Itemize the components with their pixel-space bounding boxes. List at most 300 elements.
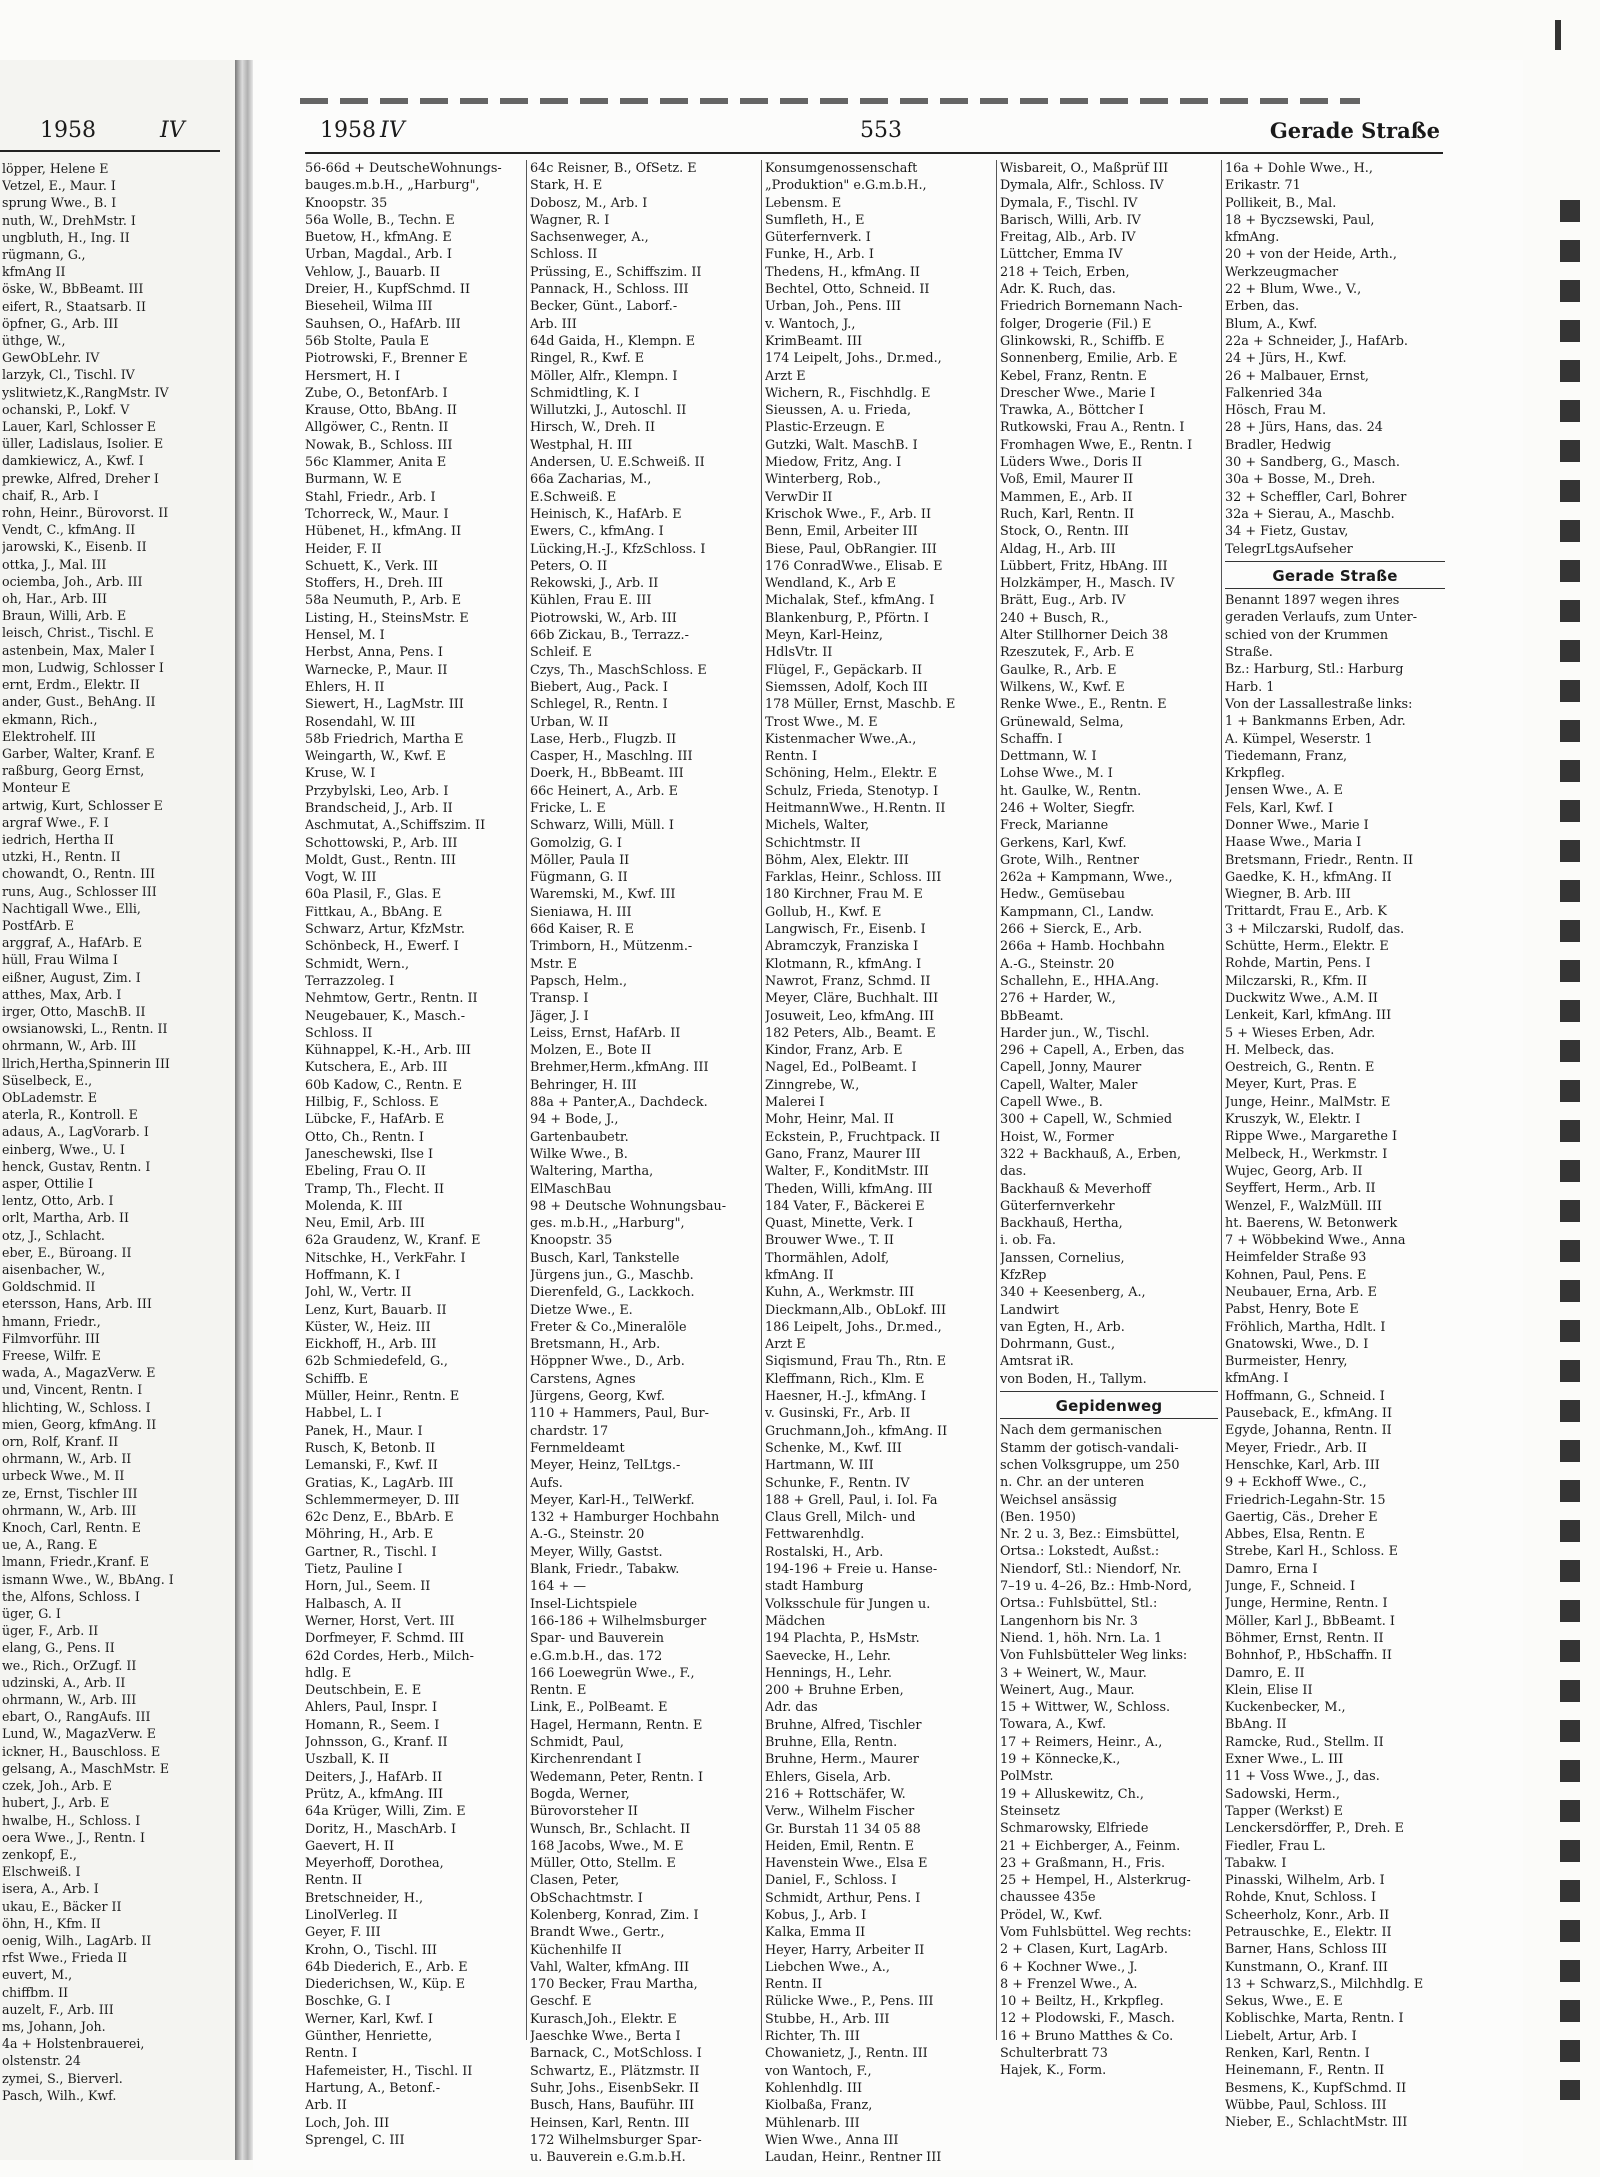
directory-entry: Vendt, C., kfmAng. II	[2, 522, 136, 538]
directory-entry: Renken, Karl, Rentn. I	[1225, 2046, 1370, 2062]
directory-entry: Burmeister, Henry,	[1225, 1354, 1348, 1370]
directory-entry: Winterberg, Rob.,	[765, 472, 881, 488]
directory-entry: Gerkens, Karl, Kwf.	[1000, 835, 1127, 851]
directory-entry: 58a Neumuth, P., Arb. E	[305, 593, 462, 609]
directory-entry: gelsang, A., MaschMstr. E	[2, 1760, 170, 1776]
directory-entry: Sieussen, A. u. Frieda,	[765, 403, 912, 419]
directory-entry: Werkzeugmacher	[1225, 264, 1339, 280]
directory-entry: Bruhne, Ella, Rentn.	[765, 1735, 898, 1751]
directory-entry: Hafemeister, H., Tischl. II	[305, 2063, 473, 2079]
directory-entry: Kobus, J., Arb. I	[765, 1907, 867, 1923]
directory-entry: 66b Zickau, B., Terrazz.-	[530, 628, 689, 644]
directory-entry: Möller, Karl J., BbBeamt. I	[1225, 1613, 1395, 1629]
directory-entry: Janeschewski, Ilse I	[305, 1146, 434, 1162]
directory-entry: Doritz, H., MaschArb. I	[305, 1821, 457, 1837]
directory-entry: Kohlenhdlg. III	[765, 2080, 863, 2096]
directory-entry: Garber, Walter, Kranf. E	[2, 745, 155, 761]
directory-entry: einberg, Wwe., U. I	[2, 1141, 125, 1157]
directory-entry: Von der Lassallestraße links:	[1225, 696, 1413, 712]
directory-entry: Peters, O. II	[530, 558, 608, 574]
directory-entry: Koblischke, Marta, Rentn. I	[1225, 2011, 1404, 2027]
directory-entry: Stamm der gotisch-vandali-	[1000, 1440, 1179, 1456]
directory-entry: Wübbe, Paul, Schloss. III	[1225, 2097, 1387, 2113]
section-rule	[1225, 561, 1445, 562]
directory-entry: Gnatowski, Wwe., D. I	[1225, 1336, 1369, 1352]
directory-entry: A.-G., Steinstr. 20	[530, 1527, 645, 1543]
directory-entry: Lohse Wwe., M. I	[1000, 766, 1113, 782]
directory-entry: Heinsen, Karl, Rentn. III	[530, 2115, 690, 2131]
directory-entry: Henschke, Karl, Arb. III	[1225, 1457, 1380, 1473]
directory-entry: Freese, Wilfr. E	[2, 1348, 101, 1364]
directory-entry: 8 + Frenzel Wwe., A.	[1000, 1976, 1138, 1992]
directory-entry: Neugebauer, K., Masch.-	[305, 1008, 466, 1024]
directory-entry: Pasch, Wilh., Kwf.	[2, 2087, 117, 2103]
directory-entry: Krohn, O., Tischl. III	[305, 1942, 437, 1958]
directory-entry: czek, Joh., Arb. E	[2, 1778, 112, 1794]
directory-entry: Hennings, H., Lehr.	[765, 1665, 892, 1681]
column-5-entries	[1225, 160, 1445, 558]
directory-entry: ebart, O., RangAufs. III	[2, 1709, 151, 1725]
directory-entry: Barisch, Willi, Arb. IV	[1000, 212, 1141, 228]
directory-entry: 22 + Blum, Wwe., V.,	[1225, 282, 1362, 298]
directory-entry: runs, Aug., Schlosser III	[2, 883, 157, 899]
directory-entry: Barnack, C., MotSchloss. I	[530, 2046, 702, 2062]
directory-entry: Scheerholz, Konr., Arb. II	[1225, 1907, 1390, 1923]
directory-entry: 12 + Plodowski, F., Masch.	[1000, 2011, 1175, 2027]
directory-entry: Junge, Heinr., MalMstr. E	[1225, 1094, 1391, 1110]
directory-entry: 184 Vater, F., Bäckerei E	[765, 1198, 925, 1214]
directory-entry: ohrmann, W., Arb. II	[2, 1451, 132, 1467]
directory-entry: 170 Becker, Frau Martha,	[530, 1977, 698, 1993]
directory-entry: Siqismund, Frau Th., Rtn. E	[765, 1354, 947, 1370]
directory-entry: Schwarz, Artur, KfzMstr.	[305, 922, 465, 938]
directory-entry: schen Volksgruppe, um 250	[1000, 1457, 1180, 1473]
directory-entry: Fels, Karl, Kwf. I	[1225, 800, 1334, 816]
directory-entry: Bretschneider, H.,	[305, 1890, 424, 1906]
directory-entry: Meyer, Friedr., Arb. II	[1225, 1440, 1367, 1456]
directory-entry: Böhm, Alex, Elektr. III	[765, 852, 909, 868]
directory-entry: Meyn, Karl-Heinz,	[765, 628, 883, 644]
directory-entry: raßburg, Georg Ernst,	[2, 763, 145, 779]
directory-entry: Fittkau, A., BbAng. E	[305, 904, 443, 920]
directory-entry: Hoffmann, G., Schneid. I	[1225, 1388, 1385, 1404]
directory-entry: Egyde, Johanna, Rentn. II	[1225, 1423, 1392, 1439]
directory-entry: Becker, Günt., Laborf.-	[530, 299, 678, 315]
directory-entry: chaif, R., Arb. I	[2, 487, 99, 503]
directory-entry: PostfArb. E	[2, 917, 75, 933]
directory-entry: Stubbe, H., Arb. III	[765, 2011, 890, 2027]
directory-entry: Schmarowsky, Elfriede	[1000, 1821, 1149, 1837]
directory-entry: Kirchenrendant I	[530, 1752, 642, 1768]
directory-entry: von Wantoch, F.,	[765, 2063, 872, 2079]
directory-entry: 176 ConradWwe., Elisab. E	[765, 558, 943, 574]
directory-entry: Fröhlich, Martha, Hdlt. I	[1225, 1319, 1386, 1335]
directory-entry: von Boden, H., Tallym.	[1000, 1371, 1147, 1387]
directory-entry: Höppner Wwe., D., Arb.	[530, 1354, 685, 1370]
directory-entry: 262a + Kampmann, Wwe.,	[1000, 870, 1173, 886]
directory-entry: n. Chr. an der unteren	[1000, 1475, 1145, 1491]
directory-entry: Lübbert, Fritz, HbAng. III	[1000, 558, 1168, 574]
directory-entry: Wilke Wwe., B.	[530, 1146, 628, 1162]
directory-entry: Müller, Heinr., Rentn. E	[305, 1389, 460, 1405]
directory-entry: Farklas, Heinr., Schloss. III	[765, 870, 942, 886]
directory-entry: Landwirt	[1000, 1302, 1059, 1318]
directory-entry: hwalbe, H., Schloss. I	[2, 1812, 141, 1828]
directory-entry: Elektrohelf. III	[2, 728, 96, 744]
directory-entry: Kolenberg, Konrad, Zim. I	[530, 1907, 699, 1923]
directory-entry: Hoffmann, K. I	[305, 1268, 401, 1283]
directory-entry: Zinngrebe, W.,	[765, 1077, 860, 1093]
directory-entry: irger, Otto, MaschB. II	[2, 1003, 146, 1019]
directory-entry: Pinasski, Wilhelm, Arb. I	[1225, 1873, 1385, 1889]
directory-entry: Dorfmeyer, F. Schmd. III	[305, 1631, 464, 1647]
directory-entry: Schloss. II	[530, 247, 598, 263]
directory-entry: Werner, Karl, Kwf. I	[305, 2011, 433, 2027]
directory-entry: üller, Ladislaus, Isolier. E	[2, 436, 164, 452]
directory-entry: astenbein, Max, Maler I	[2, 642, 155, 658]
directory-entry: mon, Ludwig, Schlosser I	[2, 659, 164, 675]
directory-entry: 94 + Bode, J.,	[530, 1112, 619, 1128]
directory-entry: 30a + Bosse, M., Dreh.	[1225, 472, 1376, 488]
directory-entry: Loch, Joh. III	[305, 2115, 390, 2131]
directory-entry: we., Rich., OrZugf. II	[2, 1657, 137, 1673]
directory-entry: Lund, W., MagazVerw. E	[2, 1726, 156, 1742]
directory-entry: Saevecke, H., Lehr.	[765, 1648, 891, 1664]
directory-entry: bauges.m.b.H., „Harburg",	[305, 178, 480, 194]
directory-entry: Arzt E	[765, 368, 806, 384]
directory-entry: Wilkens, W., Kwf. E	[1000, 679, 1125, 695]
directory-entry: Andersen, U. E.Schweiß. II	[530, 455, 705, 471]
directory-entry: Schulz, Frieda, Stenotyp. I	[765, 783, 939, 799]
directory-entry: Schmidt, Paul,	[530, 1735, 624, 1751]
directory-entry: 188 + Grell, Paul, i. Iol. Fa	[765, 1492, 938, 1508]
directory-entry: ekmann, Rich.,	[2, 711, 98, 727]
directory-entry: Kunstmann, O., Kranf. III	[1225, 1959, 1388, 1975]
directory-entry: Heider, F. II	[305, 541, 382, 557]
directory-entry: Allgöwer, C., Rentn. II	[305, 420, 449, 436]
directory-entry: 6 + Kochner Wwe., J.	[1000, 1959, 1138, 1975]
directory-entry: Lücking,H.-J., KfzSchloss. I	[530, 541, 706, 557]
directory-entry: BbAng. II	[1225, 1717, 1287, 1733]
directory-entry: arggraf, A., HafArb. E	[2, 935, 143, 951]
directory-entry: Besmens, K., KupfSchmd. II	[1225, 2080, 1407, 2096]
directory-entry: elang, G., Pens. II	[2, 1640, 115, 1656]
directory-entry: euvert, M.,	[2, 1967, 73, 1983]
directory-entry: Haase Wwe., Maria I	[1225, 835, 1362, 851]
directory-entry: Strebe, Karl H., Schloss. E	[1225, 1544, 1398, 1560]
directory-entry: lentz, Otto, Arb. I	[2, 1193, 114, 1209]
directory-entry: oenig, Wilh., LagArb. II	[2, 1932, 152, 1948]
directory-entry: Drescher Wwe., Marie I	[1000, 385, 1156, 401]
directory-entry: 64a Krüger, Willi, Zim. E	[305, 1804, 466, 1820]
directory-entry: hüll, Frau Wilma I	[2, 952, 118, 968]
directory-entry: Warnecke, P., Maur. II	[305, 662, 448, 678]
directory-entry: ms, Johann, Joh.	[2, 2018, 106, 2034]
directory-entry: Langwisch, Fr., Eisenb. I	[765, 922, 926, 938]
directory-entry: Havenstein Wwe., Elsa E	[765, 1856, 928, 1872]
directory-entry: nuth, W., DrehMstr. I	[2, 212, 136, 228]
directory-entry: Mühlenarb. III	[765, 2115, 860, 2131]
directory-entry: Gartner, R., Tischl. I	[305, 1544, 437, 1560]
directory-entry: 296 + Capell, A., Erben, das	[1000, 1043, 1185, 1059]
directory-entry: Rostalski, H., Arb.	[765, 1544, 884, 1560]
directory-entry: kfmAng. I	[1225, 1371, 1289, 1387]
directory-entry: 182 Peters, Alb., Beamt. E	[765, 1025, 936, 1041]
directory-entry: Link, E., PolBeamt. E	[530, 1700, 668, 1716]
directory-entry: the, Alfons, Schloss. I	[2, 1588, 140, 1604]
directory-entry: ue, A., Rang. E	[2, 1537, 98, 1553]
directory-entry: Kurasch,Joh., Elektr. E	[530, 2011, 677, 2027]
section-rule	[1000, 1391, 1218, 1392]
directory-entry: Rutkowski, Frau A., Rentn. I	[1000, 420, 1185, 436]
directory-entry: Erikastr. 71	[1225, 178, 1301, 194]
directory-entry: Ortsa.: Lokstedt, Außst.:	[1000, 1544, 1160, 1560]
directory-entry: ernt, Erdm., Elektr. II	[2, 677, 140, 693]
directory-entry: Schmidt, Arthur, Pens. I	[765, 1890, 921, 1906]
header-rule	[305, 152, 1443, 154]
directory-entry: Biebert, Aug., Pack. I	[530, 679, 668, 695]
directory-entry: Piotrowski, F., Brenner E	[305, 351, 468, 367]
directory-entry: Rentn. I	[765, 749, 818, 765]
directory-entry: Rosendahl, W. III	[305, 714, 416, 730]
directory-entry: Claus Grell, Milch- und	[765, 1510, 916, 1526]
directory-entry: Heiden, Emil, Rentn. E	[765, 1838, 915, 1854]
directory-entry: Adr. das	[765, 1700, 818, 1716]
directory-entry: Boschke, G. I	[305, 1994, 391, 2010]
directory-entry: Rohde, Knut, Schloss. I	[1225, 1890, 1377, 1906]
directory-entry: Prüssing, E., Schiffszim. II	[530, 264, 702, 280]
directory-entry: v. Wantoch, J.,	[765, 316, 856, 332]
directory-entry: Gaevert, H. II	[305, 1838, 395, 1854]
directory-entry: Molzen, E., Bote II	[530, 1043, 652, 1059]
directory-entry: Kohnen, Paul, Pens. E	[1225, 1267, 1367, 1283]
directory-entry: Rohde, Martin, Pens. I	[1225, 956, 1371, 972]
directory-entry: Volksschule für Jungen u.	[765, 1596, 931, 1612]
directory-entry: ickner, H., Bauschloss. E	[2, 1743, 161, 1759]
directory-entry: Dreier, H., KupfSchmd. II	[305, 282, 471, 298]
directory-entry: Bz.: Harburg, Stl.: Harburg	[1225, 662, 1404, 678]
directory-entry: KrimBeamt. III	[765, 333, 863, 349]
directory-entry: otz, J., Schlacht.	[2, 1227, 105, 1243]
directory-entry: Trost Wwe., M. E	[765, 714, 878, 730]
directory-entry: Kistenmacher Wwe.,A.,	[765, 731, 917, 747]
directory-entry: Lüttcher, Emma IV	[1000, 247, 1123, 263]
directory-entry: 2 + Clasen, Kurt, LagArb.	[1000, 1942, 1168, 1958]
directory-entry: Donner Wwe., Marie I	[1225, 817, 1369, 833]
directory-entry: Nr. 2 u. 3, Bez.: Eimsbüttel,	[1000, 1527, 1180, 1543]
directory-entry: ges. m.b.H., „Harburg",	[530, 1216, 685, 1232]
directory-entry: v. Gusinski, Fr., Arb. II	[765, 1406, 911, 1422]
directory-entry: Clasen, Peter,	[530, 1873, 620, 1889]
directory-entry: Urban, W. II	[530, 714, 609, 730]
directory-entry: Wunsch, Br., Schlacht. II	[530, 1821, 691, 1837]
directory-entry: Lebensm. E	[765, 195, 842, 211]
directory-entry: Rzeszutek, F., Arb. E	[1000, 645, 1135, 661]
directory-entry: Kutschera, E., Arb. III	[305, 1060, 448, 1076]
directory-entry: mien, Georg, kfmAng. II	[2, 1416, 157, 1432]
directory-entry: Sieniawa, H. III	[530, 904, 632, 920]
directory-entry: Erben, das.	[1225, 299, 1300, 315]
directory-entry: Freter & Co.,Mineralöle	[530, 1319, 687, 1335]
directory-entry: Rusch, K, Betonb. II	[305, 1440, 436, 1456]
directory-entry: Wenzel, F., WalzMüll. III	[1225, 1198, 1382, 1214]
directory-entry: Homann, R., Seem. I	[305, 1717, 440, 1733]
directory-entry: Diederichsen, W., Küp. E	[305, 1977, 466, 1993]
directory-entry: ukau, E., Bäcker II	[2, 1898, 122, 1914]
directory-entry: Meyerhoff, Dorothea,	[305, 1856, 444, 1872]
directory-entry: Rentn. E	[530, 1683, 587, 1699]
directory-entry: Kampmann, Cl., Landw.	[1000, 904, 1155, 920]
directory-entry: isera, A., Arb. I	[2, 1881, 99, 1897]
directory-entry: 60a Plasil, F., Glas. E	[305, 887, 442, 903]
directory-entry: Arb. III	[530, 316, 577, 332]
directory-entry: Backhauß & Meverhoff	[1000, 1181, 1151, 1197]
directory-entry: u. Bauverein e.G.m.b.H.	[530, 2150, 686, 2166]
directory-entry: Papsch, Helm.,	[530, 973, 628, 989]
directory-entry: Nagel, Ed., PolBeamt. I	[765, 1060, 917, 1076]
directory-entry: Walter, F., KonditMstr. III	[765, 1164, 929, 1180]
directory-entry: Elschweiß. I	[2, 1864, 81, 1880]
directory-entry: hdlg. E	[305, 1665, 352, 1681]
directory-entry: Tchorreck, W., Maur. I	[305, 506, 449, 522]
directory-entry: Jäger, J. I	[530, 1008, 589, 1024]
directory-entry: Monteur E	[2, 780, 71, 796]
directory-entry: Dymala, F., Tischl. IV	[1000, 195, 1138, 211]
directory-entry: Langenhorn bis Nr. 3	[1000, 1613, 1138, 1629]
directory-entry: Burmann, W. E	[305, 472, 402, 488]
directory-entry: Wagner, R. I	[530, 212, 610, 228]
directory-entry: Knoch, Carl, Rentn. E	[2, 1520, 141, 1536]
directory-entry: (Ben. 1950)	[1000, 1509, 1076, 1525]
directory-entry: E.Schweiß. E	[530, 489, 617, 505]
directory-entry: kfmAng. II	[765, 1268, 834, 1283]
directory-entry: Schichtmstr. II	[765, 835, 861, 851]
directory-entry: iedrich, Hertha II	[2, 831, 114, 847]
directory-entry: 1 + Bankmanns Erben, Adr.	[1225, 714, 1406, 730]
directory-entry: Rippe Wwe., Margarethe I	[1225, 1129, 1398, 1145]
directory-entry: Johl, W., Vertr. II	[305, 1285, 412, 1301]
directory-entry: 32 + Scheffler, Carl, Bohrer	[1225, 489, 1407, 505]
directory-entry: Stoffers, H., Dreh. III	[305, 576, 443, 592]
page-year: 1958	[320, 118, 376, 143]
directory-entry: Sachsenweger, A.,	[530, 230, 649, 246]
directory-entry: Gutzki, Walt. MaschB. I	[765, 437, 918, 453]
directory-entry: Wisbareit, O., Maßprüf III	[1000, 161, 1169, 176]
directory-entry: Suhr, Johs., EisenbSekr. II	[530, 2080, 700, 2096]
directory-entry: Filmvorführ. III	[2, 1330, 100, 1346]
directory-entry: Lenkeit, Karl, kfmAng. III	[1225, 1008, 1392, 1024]
directory-entry: Funke, H., Arb. I	[765, 247, 874, 263]
directory-entry: auzelt, F., Arb. III	[2, 2001, 114, 2017]
directory-column-3	[765, 160, 993, 2166]
directory-entry: Blum, A., Kwf.	[1225, 316, 1318, 332]
directory-entry: damkiewicz, A., Kwf. I	[2, 453, 144, 469]
directory-entry: Güterfernverkehr	[1000, 1198, 1115, 1214]
directory-entry: olstenstr. 24	[2, 2053, 81, 2069]
directory-entry: 322 + Backhauß, A., Erben,	[1000, 1146, 1182, 1162]
directory-entry: Eickhoff, H., Arb. III	[305, 1337, 437, 1353]
directory-entry: Busch, Karl, Tankstelle	[530, 1250, 680, 1266]
directory-entry: Verw., Wilhelm Fischer	[765, 1804, 915, 1820]
directory-entry: 174 Leipelt, Johs., Dr.med.,	[765, 351, 942, 367]
directory-entry: Wedemann, Peter, Rentn. I	[530, 1769, 704, 1785]
directory-entry: Gano, Franz, Maurer III	[765, 1146, 921, 1162]
directory-entry: hlichting, W., Schloss. I	[2, 1399, 151, 1415]
directory-entry: Kleffmann, Rich., Klm. E	[765, 1371, 925, 1387]
directory-entry: Tietz, Pauline I	[305, 1562, 403, 1578]
directory-entry: ungbluth, H., Ing. II	[2, 229, 130, 245]
directory-entry: chowandt, O., Rentn. III	[2, 866, 156, 882]
directory-entry: ObSchachtmstr. I	[530, 1890, 643, 1906]
directory-entry: Towara, A., Kwf.	[1000, 1717, 1107, 1733]
directory-entry: öhn, H., Kfm. II	[2, 1915, 101, 1931]
directory-entry: Bieseheil, Wilma III	[305, 299, 433, 315]
directory-entry: Hösch, Frau M.	[1225, 403, 1327, 419]
directory-entry: Rekowski, J., Arb. II	[530, 576, 659, 592]
directory-entry: Bechtel, Otto, Schneid. II	[765, 282, 930, 298]
directory-entry: 25 + Hempel, H., Alsterkrug-	[1000, 1873, 1191, 1889]
directory-entry: hubert, J., Arb. E	[2, 1795, 110, 1811]
directory-entry: Blank, Friedr., Tabakw.	[530, 1562, 680, 1578]
directory-entry: Quast, Minette, Verk. I	[765, 1216, 913, 1232]
directory-entry: Czys, Th., MaschSchloss. E	[530, 662, 707, 678]
directory-entry: und, Vincent, Rentn. I	[2, 1382, 143, 1398]
directory-entry: chiffbm. II	[2, 1984, 69, 2000]
directory-entry: Niend. 1, höh. Nrn. La. 1	[1000, 1630, 1163, 1646]
directory-entry: Willutzki, J., Autoschl. II	[530, 403, 687, 419]
directory-entry: Klotmann, R., kfmAng. I	[765, 956, 922, 972]
directory-entry: Stark, H. E	[530, 178, 603, 194]
directory-entry: Güterfernverk. I	[765, 230, 871, 246]
directory-entry: Theden, Willi, kfmAng. III	[765, 1181, 933, 1197]
directory-entry: 3 + Weinert, W., Maur.	[1000, 1665, 1147, 1681]
directory-entry: kfmAng II	[2, 264, 66, 280]
directory-entry: hmann, Friedr.,	[2, 1313, 101, 1329]
directory-entry: Buetow, H., kfmAng. E	[305, 230, 452, 246]
directory-entry: HeitmannWwe., H.Rentn. II	[765, 800, 946, 816]
directory-entry: Ramcke, Rud., Stellm. II	[1225, 1734, 1384, 1750]
directory-entry: Nawrot, Franz, Schmd. II	[765, 973, 931, 989]
directory-entry: Pauseback, E., kfmAng. II	[1225, 1406, 1393, 1422]
directory-entry: chardstr. 17	[530, 1423, 609, 1439]
directory-entry: 16 + Bruno Matthes & Co.	[1000, 2028, 1174, 2044]
directory-entry: Halbasch, A. II	[305, 1596, 402, 1612]
directory-entry: Jaeschke Wwe., Berta I	[530, 2029, 681, 2045]
directory-entry: 7 + Wöbbekind Wwe., Anna	[1225, 1233, 1406, 1249]
directory-entry: Hoist, W., Former	[1000, 1129, 1114, 1145]
directory-entry: Schleif. E	[530, 645, 592, 661]
directory-entry: 340 + Keesenberg, A.,	[1000, 1285, 1146, 1301]
directory-entry: oh, Har., Arb. III	[2, 591, 107, 607]
directory-entry: Westphal, H. III	[530, 437, 633, 453]
directory-entry: Schönbeck, H., Ewerf. I	[305, 939, 459, 955]
directory-entry: Hensel, M. I	[305, 628, 385, 644]
directory-entry: Ebeling, Frau O. II	[305, 1164, 426, 1180]
directory-entry: Günther, Henriette,	[305, 2029, 433, 2045]
directory-entry: 32a + Sierau, A., Maschb.	[1225, 506, 1395, 522]
directory-entry: 110 + Hammers, Paul, Bur-	[530, 1406, 709, 1422]
directory-entry: Gaedke, K. H., kfmAng. II	[1225, 869, 1392, 885]
directory-entry: Kruse, W. I	[305, 766, 376, 782]
directory-entry: ottka, J., Mal. III	[2, 556, 107, 572]
directory-entry: Pollikeit, B., Mal.	[1225, 195, 1337, 211]
directory-entry: 246 + Wolter, Siegfr.	[1000, 800, 1136, 816]
directory-entry: oera Wwe., J., Rentn. I	[2, 1829, 146, 1845]
directory-entry: Hagel, Hermann, Rentn. E	[530, 1717, 703, 1733]
directory-entry: Lase, Herb., Flugzb. II	[530, 731, 677, 747]
directory-entry: Prütz, A., kfmAng. III	[305, 1786, 444, 1802]
directory-entry: Flügel, F., Gepäckarb. II	[765, 662, 923, 678]
